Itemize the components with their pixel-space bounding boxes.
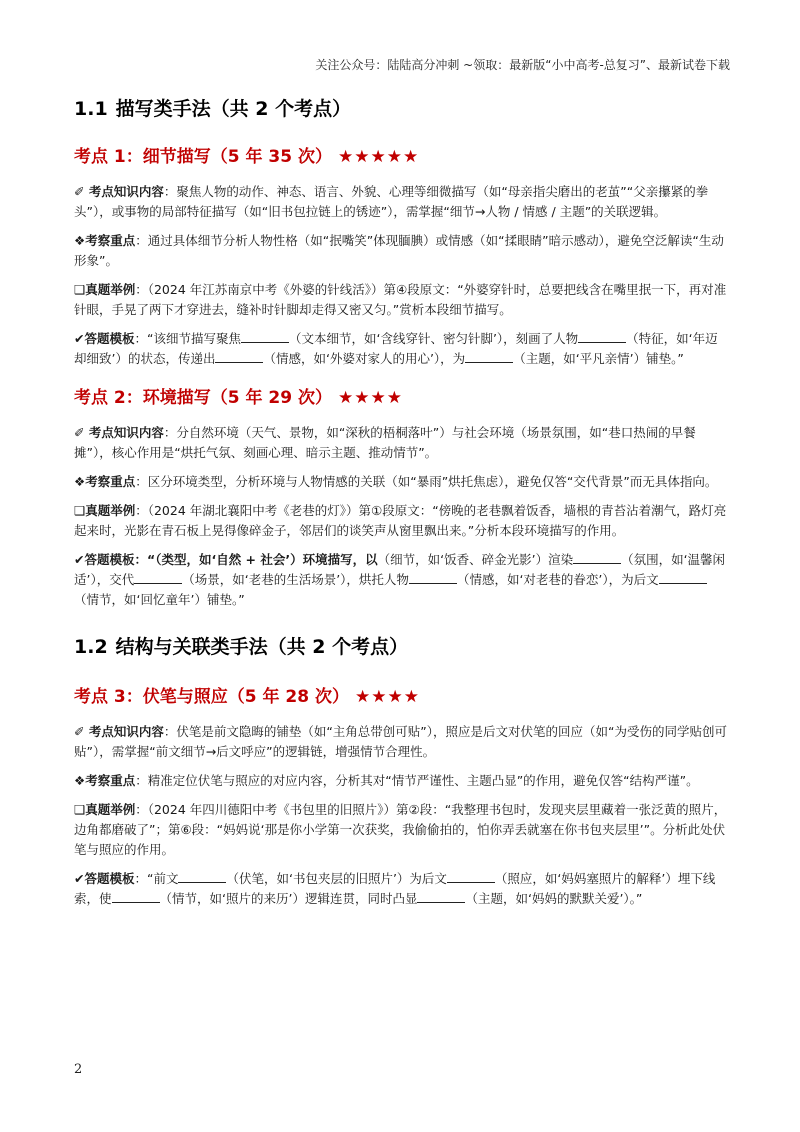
section-title-text: 结构与关联类手法（共 2 个考点） [115, 636, 409, 658]
section-title-text: 描写类手法（共 2 个考点） [115, 98, 352, 120]
star-rating: ★★★★★ [338, 147, 420, 167]
answer-blank [447, 870, 495, 883]
example-text: ：（2024 年湖北襄阳中考《老巷的灯》）第①段原文：“傍晚的老巷飘着饭香，墙根的青苔沾着潮气，路灯亮起来时，光影在青石板上晃得像碎金子，邻居们的谈笑声从窗里飘出来。”分析本段环境描写的作用。 [74, 503, 727, 538]
answer-blank [573, 551, 621, 564]
example-label: ❑真题举例 [74, 282, 136, 297]
star-rating: ★★★★ [355, 687, 420, 707]
answer-blank [465, 350, 513, 363]
kp1-focus [74, 231, 728, 271]
template-part: （情感，如‘对老巷的眷恋’），为后文 [456, 572, 659, 587]
kp-title-text: 考点 3：伏笔与照应（5 年 28 次） [74, 687, 349, 707]
kp1-example [74, 280, 728, 320]
template-part: （情感，如‘外婆对家人的用心’），为 [263, 351, 466, 366]
focus-text: ：通过具体细节分析人物性格（如“抿嘴笑”体现腼腆）或情感（如“揉眼睛”暗示感动），避免空泛解读“生动形象”。 [74, 233, 724, 268]
template-part: （照应，如‘妈妈塞照片的解释’）埋下线索，使 [74, 871, 716, 906]
focus-text: ：区分环境类型，分析环境与人物情感的关联（如“暴雨”烘托焦虑），避免仅答“交代背景”而无具体指向。 [135, 474, 718, 489]
content-text: ：伏笔是前文隐晦的铺垫（如“主角总带创可贴”），照应是后文对伏笔的回应（如“为受伤的同学贴创可贴”），需掌握“前文细节→后文呼应”的逻辑链，增强情节合理性。 [74, 724, 728, 759]
kp1-template [74, 329, 728, 369]
template-part: （伏笔，如‘书包夹层的旧照片’）为后文 [226, 871, 447, 886]
template-part: ：“该细节描写聚焦 [134, 331, 241, 346]
answer-blank [178, 870, 226, 883]
section-number: 1.1 [74, 98, 108, 120]
template-part: ：“前文 [134, 871, 179, 886]
template-part: （情节，如‘回忆童年’）铺垫。” [74, 592, 245, 607]
template-part: （细节，如‘饭香、碎金光影’）渲染 [377, 552, 574, 567]
page-number: 2 [74, 1062, 83, 1077]
focus-label: ❖考察重点 [74, 474, 136, 489]
template-bold-part: ：“（类型，如‘自然 + 社会’）环境描写，以 [134, 552, 378, 567]
section-number: 1.2 [74, 636, 108, 658]
kp1-title [74, 142, 728, 172]
answer-blank [409, 571, 457, 584]
example-text: ：（2024 年江苏南京中考《外婆的针线活》）第④段原文：“外婆穿针时，总要把线含在嘴里抿一下，再对准针眼，手晃了两下才穿进去，缝补时针脚却走得又密又匀。”赏析本段细节描写。 [74, 282, 727, 317]
kp2-example [74, 501, 728, 541]
content-label: ✐ 考点知识内容 [74, 724, 164, 739]
answer-blank [134, 571, 182, 584]
section-title-1-1 [74, 92, 728, 126]
template-label: ✔答题模板 [74, 552, 135, 567]
focus-label: ❖考察重点 [74, 773, 136, 788]
kp3-content [74, 722, 728, 762]
example-text: ：（2024 年四川德阳中考《书包里的旧照片》）第②段：“我整理书包时，发现夹层里藏着一张泛黄的照片，边角都磨破了”；第⑥段：“妈妈说‘那是你小学第一次获奖，我偷偷拍的，怕你弄丢就塞在你书包夹层里’”。分析此处伏笔与照应的作用。 [74, 802, 727, 857]
kp3-example [74, 800, 728, 860]
focus-text: ：精准定位伏笔与照应的对应内容，分析其对“情节严谨性、主题凸显”的作用，避免仅答“结构严谨”。 [135, 773, 699, 788]
star-rating: ★★★★ [338, 388, 403, 408]
answer-blank [578, 330, 626, 343]
section-title-1-2 [74, 630, 728, 664]
answer-blank [241, 330, 289, 343]
kp2-template [74, 550, 728, 610]
answer-blank [659, 571, 707, 584]
answer-blank [215, 350, 263, 363]
focus-label: ❖考察重点 [74, 233, 136, 248]
page-content [74, 92, 728, 909]
answer-blank [417, 890, 465, 903]
template-part: （特征，如‘年迈却细致’）的状态，传递出 [74, 331, 718, 366]
kp3-title [74, 682, 728, 712]
template-part: （场景，如‘老巷的生活场景’），烘托人物 [182, 572, 409, 587]
page-header: 关注公众号：陆陆高分冲刺 ~领取：最新版“小中高考-总复习”、最新试卷下载 [315, 58, 730, 72]
answer-blank [112, 890, 160, 903]
kp1-content [74, 182, 728, 222]
content-label: ✐ 考点知识内容 [74, 425, 164, 440]
content-label: ✐ 考点知识内容 [74, 184, 164, 199]
example-label: ❑真题举例 [74, 503, 136, 518]
kp3-focus [74, 771, 728, 791]
example-label: ❑真题举例 [74, 802, 136, 817]
kp-title-text: 考点 2：环境描写（5 年 29 次） [74, 388, 332, 408]
template-label: ✔答题模板 [74, 331, 135, 346]
template-part: （情节，如‘照片的来历’）逻辑连贯，同时凸显 [159, 891, 418, 906]
template-part: （文本细节，如‘含线穿针、密匀针脚’），刻画了人物 [288, 331, 579, 346]
template-label: ✔答题模板 [74, 871, 135, 886]
kp2-content [74, 423, 728, 463]
template-part: （氛围，如‘温馨闲适’），交代 [74, 552, 726, 587]
kp2-title [74, 383, 728, 413]
template-part: （主题，如‘妈妈的默默关爱’）。” [465, 891, 643, 906]
kp-title-text: 考点 1：细节描写（5 年 35 次） [74, 147, 332, 167]
content-text: ：聚焦人物的动作、神态、语言、外貌、心理等细微描写（如“母亲指尖磨出的老茧”“父亲攥紧的拳头”），或事物的局部特征描写（如“旧书包拉链上的锈迹”），需掌握“细节→人物 / 情感 / 主题”的关联逻辑。 [74, 184, 709, 219]
kp3-template [74, 869, 728, 909]
content-text: ：分自然环境（天气、景物，如“深秋的梧桐落叶”）与社会环境（场景氛围，如“巷口热闹的早餐摊”），核心作用是“烘托气氛、刻画心理、暗示主题、推动情节”。 [74, 425, 696, 460]
kp2-focus [74, 472, 728, 492]
template-part: （主题，如‘平凡亲情’）铺垫。” [513, 351, 684, 366]
